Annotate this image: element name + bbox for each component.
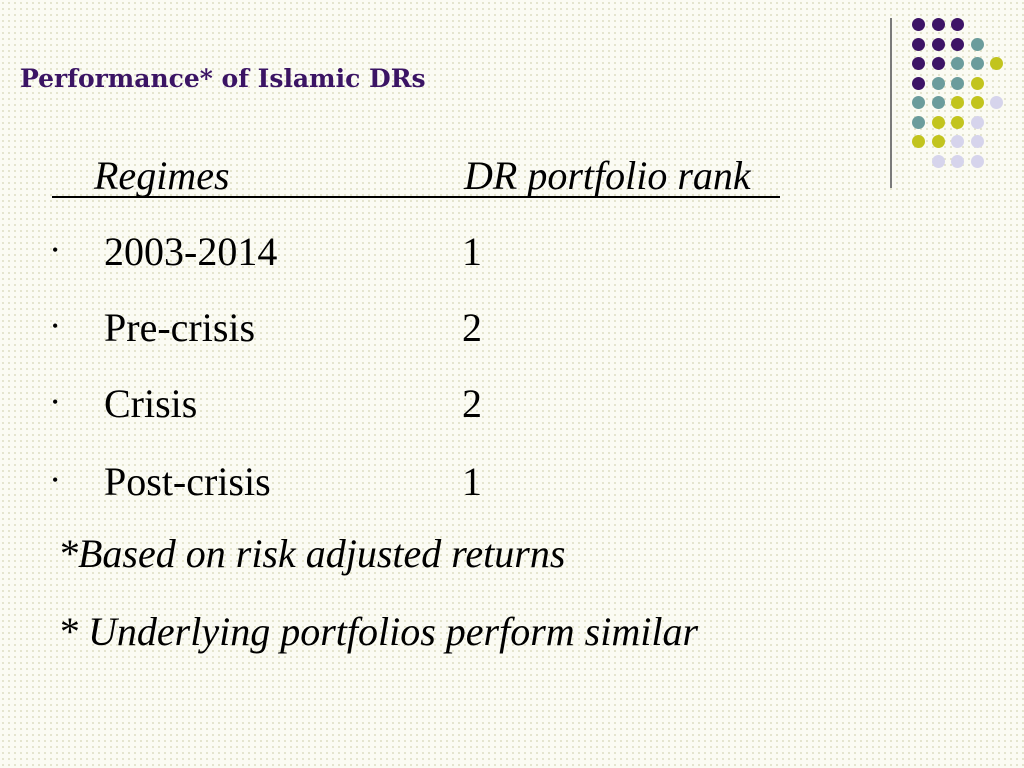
decorative-dot xyxy=(990,57,1003,70)
regime-label: Pre-crisis xyxy=(104,305,256,350)
decorative-dot xyxy=(912,38,925,51)
decorative-dot xyxy=(971,38,984,51)
regime-label: 2003-2014 xyxy=(104,229,278,274)
rank-header-prefix: DR xyxy=(464,153,518,198)
decorative-dot xyxy=(932,18,945,31)
footnote-underlying: * Underlying portfolios perform similar xyxy=(58,609,699,654)
decorative-dot xyxy=(971,155,984,168)
bullet-icon: • xyxy=(52,392,59,412)
decorative-dot xyxy=(951,116,964,129)
decorative-dot xyxy=(951,38,964,51)
decorative-dot xyxy=(932,38,945,51)
decorative-dot xyxy=(990,96,1003,109)
decorative-dot xyxy=(932,77,945,90)
bullet-icon: • xyxy=(52,316,59,336)
decorative-dot xyxy=(932,96,945,109)
decorative-dot xyxy=(951,57,964,70)
bullet-icon: • xyxy=(52,240,59,260)
table-row xyxy=(0,228,700,278)
decorative-dot xyxy=(932,155,945,168)
decorative-dot xyxy=(971,77,984,90)
decorative-dot xyxy=(912,18,925,31)
rank-value: 2 xyxy=(462,381,482,426)
decorative-dot xyxy=(951,155,964,168)
decorative-dot xyxy=(971,57,984,70)
rank-value: 1 xyxy=(462,229,482,274)
decorative-divider-line xyxy=(890,18,892,188)
slide-title: Performance* of Islamic DRs xyxy=(20,64,426,93)
regimes-header: Regimes xyxy=(94,153,230,198)
footnote-risk-adjusted: *Based on risk adjusted returns xyxy=(58,531,566,576)
rank-value: 2 xyxy=(462,305,482,350)
rank-header-rest: portfolio rank xyxy=(527,153,751,198)
bullet-icon: • xyxy=(52,470,59,490)
decorative-dot xyxy=(912,116,925,129)
regime-label: Crisis xyxy=(104,381,198,426)
table-header xyxy=(52,152,780,198)
rank-header xyxy=(464,152,751,199)
table-row xyxy=(0,380,700,430)
decorative-dot xyxy=(951,135,964,148)
decorative-dot xyxy=(971,96,984,109)
decorative-dot xyxy=(912,135,925,148)
decorative-dot xyxy=(932,116,945,129)
decorative-dot xyxy=(951,18,964,31)
table-row xyxy=(0,458,700,508)
regime-label: Post-crisis xyxy=(104,459,271,504)
decorative-dot xyxy=(912,96,925,109)
decorative-dot xyxy=(912,77,925,90)
decorative-dot xyxy=(912,57,925,70)
rank-value: 1 xyxy=(462,459,482,504)
table-row xyxy=(0,304,700,354)
decorative-dot xyxy=(971,135,984,148)
decorative-dot xyxy=(951,77,964,90)
decorative-dot xyxy=(932,135,945,148)
decorative-dot xyxy=(971,116,984,129)
decorative-dot xyxy=(932,57,945,70)
decorative-dot xyxy=(951,96,964,109)
